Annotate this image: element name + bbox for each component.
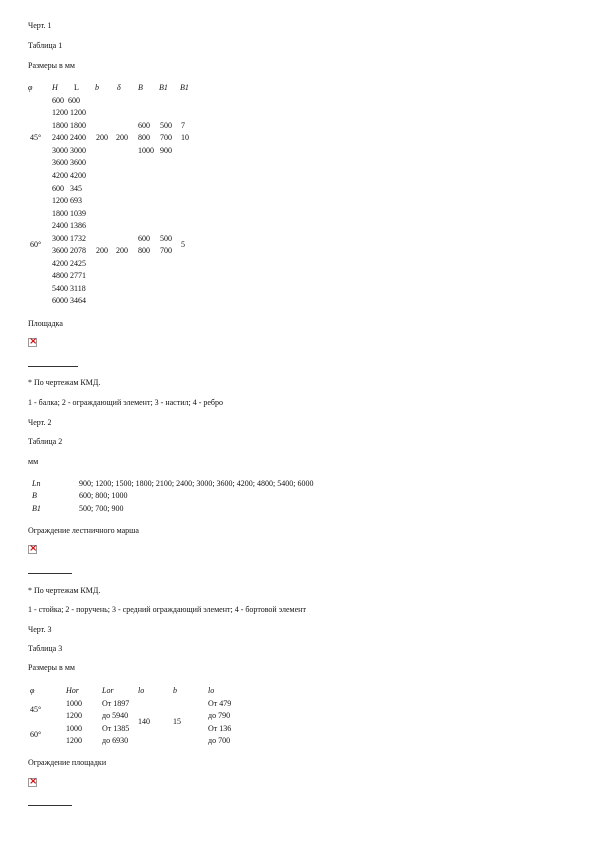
table-2-value: 500; 700; 900 xyxy=(79,504,124,513)
table-1-delta-60: 200 xyxy=(116,246,128,255)
table-1-row: 600 345 xyxy=(52,184,82,193)
table-1-bwidth-45: 600 xyxy=(138,121,150,130)
table-3-lo-merged: 140 xyxy=(138,717,150,726)
table-1-b1-60: 700 xyxy=(160,246,172,255)
table-3-lo-last: От 136 xyxy=(208,724,232,733)
table-1-b-60: 200 xyxy=(96,246,108,255)
footnote-divider xyxy=(28,805,72,806)
table-1-caption: Таблица 1 xyxy=(28,41,63,50)
table-3-header-phi: φ xyxy=(30,686,35,695)
chart-2-caption: Черт. 2 xyxy=(28,418,52,427)
broken-image-icon xyxy=(28,545,37,554)
table-3-lor: От 1897 xyxy=(102,699,130,708)
table-1-row: 1800 1800 xyxy=(52,121,86,130)
table-1-header-h: H xyxy=(52,83,58,92)
table-2-label: B xyxy=(32,491,37,500)
chart-3-caption: Черт. 3 xyxy=(28,625,52,634)
table-1-row: 600 600 xyxy=(52,96,80,105)
broken-image-icon xyxy=(28,338,37,347)
table-1-b1-60: 500 xyxy=(160,234,172,243)
table-1-header-delta: δ xyxy=(117,83,121,92)
table-3-units: Размеры в мм xyxy=(28,663,75,672)
table-1-bwidth-60: 800 xyxy=(138,246,150,255)
table-1-b1-45: 500 xyxy=(160,121,172,130)
table-1-bwidth-60: 600 xyxy=(138,234,150,243)
footnote-divider xyxy=(28,366,78,367)
table-1-delta-45: 200 xyxy=(116,133,128,142)
table-1-units: Размеры в мм xyxy=(28,61,75,70)
table-1-header-phi: φ xyxy=(28,83,33,92)
table-2-label: B1 xyxy=(32,504,41,513)
table-3-hor: 1000 xyxy=(66,724,82,733)
table-1-row: 3600 2078 xyxy=(52,246,86,255)
chart-1-caption: Черт. 1 xyxy=(28,21,52,30)
table-1-header-b: b xyxy=(95,83,99,92)
table-1-row: 1200 1200 xyxy=(52,108,86,117)
table-1-row: 2400 1386 xyxy=(52,221,86,230)
table-3-header-b: b xyxy=(173,686,177,695)
table-3-caption: Таблица 3 xyxy=(28,644,63,653)
table-3-lor: до 6930 xyxy=(102,736,129,745)
table-3-hor: 1200 xyxy=(66,736,82,745)
table-1-row: 4200 4200 xyxy=(52,171,86,180)
table-1-row: 3000 1732 xyxy=(52,234,86,243)
figure-1-legend: 1 - балка; 2 - ограждающий элемент; 3 - настил; 4 - ребро xyxy=(28,398,223,407)
table-1-row: 6000 3464 xyxy=(52,296,86,305)
footnote-2: * По чертежам КМД. xyxy=(28,586,101,595)
table-1-row: 3000 3000 xyxy=(52,146,86,155)
table-3-lor: От 1385 xyxy=(102,724,130,733)
figure-3-label: Ограждение площадки xyxy=(28,758,107,767)
table-3-lo-last: От 479 xyxy=(208,699,232,708)
table-1-b1-second-45: 7 xyxy=(181,121,185,130)
table-1-header-b1-second: B1 xyxy=(180,83,189,92)
table-1-b1-45: 900 xyxy=(160,146,172,155)
table-3-lo-last: до 790 xyxy=(208,711,231,720)
table-3-b-merged: 15 xyxy=(173,717,181,726)
table-3-hor: 1200 xyxy=(66,711,82,720)
broken-image-icon xyxy=(28,778,37,787)
table-1-b1-second-60: 5 xyxy=(181,240,185,249)
table-1-bwidth-45: 1000 xyxy=(138,146,154,155)
table-1-bwidth-45: 800 xyxy=(138,133,150,142)
table-3-header-lor: Lor xyxy=(102,686,114,695)
table-1-row: 1800 1039 xyxy=(52,209,86,218)
table-1-b-45: 200 xyxy=(96,133,108,142)
figure-2-legend: 1 - стойка; 2 - поручень; 3 - средний ограждающий элемент; 4 - бортовой элемент xyxy=(28,605,306,614)
figure-1-label: Площадка xyxy=(28,319,63,328)
table-3-lor: до 5940 xyxy=(102,711,129,720)
footnote-divider xyxy=(28,573,72,574)
table-1-b1-45: 700 xyxy=(160,133,172,142)
table-1-row: 3600 3600 xyxy=(52,158,86,167)
table-1-row: 2400 2400 xyxy=(52,133,86,142)
table-3-header-hor: Hor xyxy=(66,686,79,695)
table-1-b1-second-45: 10 xyxy=(181,133,189,142)
table-1-row: 4800 2771 xyxy=(52,271,86,280)
table-2-label: Ln xyxy=(32,479,41,488)
table-2-caption: Таблица 2 xyxy=(28,437,63,446)
table-3-angle-60: 60° xyxy=(30,730,42,739)
table-1-header-b-width: B xyxy=(138,83,143,92)
table-3-header-lo: lo xyxy=(138,686,145,695)
table-1-row: 5400 3118 xyxy=(52,284,86,293)
table-3-angle-45: 45° xyxy=(30,705,42,714)
table-3-header-lo-second: lo xyxy=(208,686,215,695)
table-1-row: 4200 2425 xyxy=(52,259,86,268)
table-2-value: 600; 800; 1000 xyxy=(79,491,128,500)
table-2-units: мм xyxy=(28,457,39,466)
table-3-hor: 1000 xyxy=(66,699,82,708)
table-1-angle-60: 60° xyxy=(30,240,42,249)
table-1-header-l: L xyxy=(74,83,79,92)
figure-2-label: Ограждение лестничного марша xyxy=(28,526,139,535)
table-2-value: 900; 1200; 1500; 1800; 2100; 2400; 3000; 3600; 4200; 4800; 5400; 6000 xyxy=(79,479,314,488)
table-3-lo-last: до 700 xyxy=(208,736,231,745)
table-1-angle-45: 45° xyxy=(30,133,42,142)
table-1-header-b1: B1 xyxy=(159,83,168,92)
table-1-row: 1200 693 xyxy=(52,196,82,205)
footnote-1: * По чертежам КМД. xyxy=(28,378,101,387)
